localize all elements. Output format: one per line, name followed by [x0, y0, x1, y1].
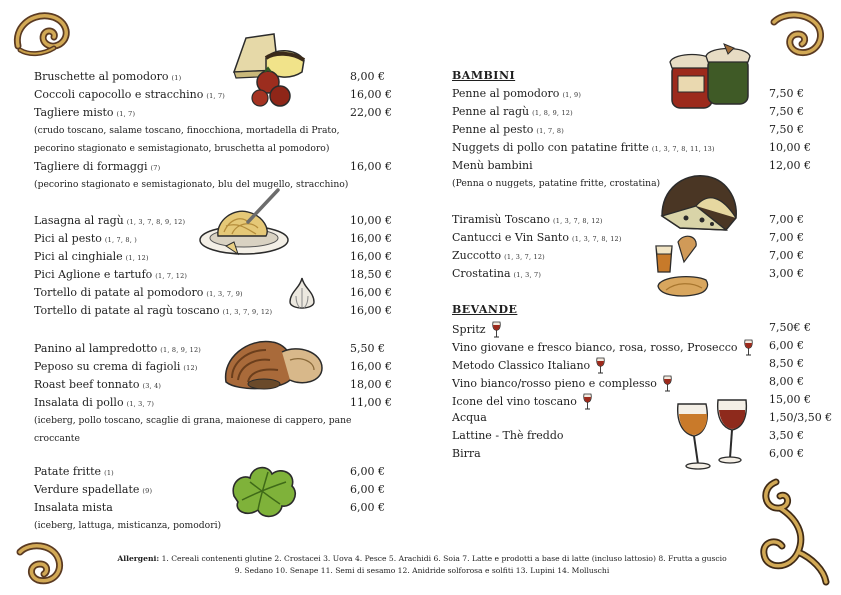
menu-item-price: 7,50 € — [769, 123, 804, 136]
menu-item-name — [452, 87, 581, 102]
allergen-codes: (1, 7, 12) — [155, 272, 188, 280]
menu-item-label: Penne al pesto — [452, 123, 534, 136]
wine-glass-icon — [583, 393, 592, 411]
menu-item-label: Pici al cinghiale — [34, 250, 123, 263]
menu-item-label: Patate fritte — [34, 465, 102, 478]
corner-ornament-bottom-left-icon — [12, 538, 70, 588]
menu-item-price: 16,00 € — [350, 286, 392, 299]
menu-item-label: Pici Aglione e tartufo — [34, 268, 153, 281]
menu-item-label: Insalata di pollo — [34, 396, 124, 409]
menu-item-price: 18,00 € — [350, 378, 392, 391]
allergen-codes: (9) — [142, 487, 153, 495]
menu-item-name — [34, 396, 154, 411]
menu-item-label: Panino al lampredotto — [34, 342, 158, 355]
menu-item-price: 8,00 € — [769, 375, 804, 388]
menu-item-label: Metodo Classico Italiano — [452, 359, 591, 372]
menu-item-name — [452, 393, 592, 411]
menu-item-label: Tagliere misto — [34, 106, 114, 119]
menu-item-name — [452, 105, 573, 120]
wine-glass-icon — [596, 357, 605, 375]
garlic-illustration-icon — [286, 274, 318, 314]
menu-item-name — [452, 411, 487, 425]
bevande-heading: BEVANDE — [452, 303, 518, 316]
menu-item-label: Tagliere di formaggi — [34, 160, 148, 173]
menu-item-label: Vino giovane e fresco bianco, rosa, rosso, Prosecco — [452, 341, 738, 354]
menu-item-price: 8,00 € — [350, 70, 385, 83]
allergen-legend — [92, 553, 752, 577]
corner-ornament-top-left-icon — [10, 6, 80, 58]
left-column — [34, 0, 394, 540]
menu-item-price: 6,00 € — [350, 501, 385, 514]
menu-item-price: 7,00 € — [769, 213, 804, 226]
allergen-codes: (1, 3, 7, 8, 12) — [571, 235, 622, 243]
cantucci-vinsanto-illustration-icon — [650, 232, 714, 304]
menu-item-label: Lasagna al ragù — [34, 214, 124, 227]
menu-item-name — [34, 286, 243, 301]
menu-item-price: 6,00 € — [350, 465, 385, 478]
allergen-codes: (1) — [104, 469, 114, 477]
allergen-codes: (1, 7, 8, ) — [104, 236, 137, 244]
menu-item-price: 3,50 € — [769, 429, 804, 442]
allergen-codes: (1, 3, 7, 8, 12) — [553, 217, 603, 225]
allergen-legend-line-2: 9. Sedano 10. Senape 11. Semi di sesamo 12. Anidride solforosa e solfiti 13. Lupini 14. Molluschi — [234, 566, 610, 575]
menu-item-price: 6,00 € — [350, 483, 385, 496]
menu-item-label: Icone del vino toscano — [452, 395, 577, 408]
zuccotto-cake-illustration-icon — [656, 170, 740, 238]
menu-item-name — [34, 232, 137, 247]
menu-item-price: 16,00 € — [350, 160, 392, 173]
wine-glass-icon — [744, 339, 753, 357]
allergen-codes: (1, 12) — [125, 254, 149, 262]
menu-item-name — [452, 249, 545, 264]
menu-item-name — [34, 304, 272, 319]
item-description: (Penna o nuggets, patatine fritte, crostatina) — [452, 178, 661, 189]
menu-item-name — [452, 231, 622, 246]
bambini-heading: BAMBINI — [452, 69, 516, 82]
menu-item-price: 8,50 € — [769, 357, 804, 370]
wine-glass-icon — [663, 375, 672, 393]
menu-item-name — [452, 447, 481, 461]
allergen-codes: (1, 3, 7, 12) — [504, 253, 545, 261]
item-description: (iceberg, lattuga, misticanza, pomodori) — [34, 520, 222, 531]
menu-item-label: Pici al pesto — [34, 232, 102, 245]
allergen-codes: (1, 8, 9, 12) — [160, 346, 202, 354]
wine-glasses-illustration-icon — [672, 396, 752, 476]
menu-item-name — [34, 160, 160, 175]
menu-item-name — [34, 70, 181, 85]
menu-item-name — [452, 213, 603, 228]
menu-item-price: 16,00 € — [350, 304, 392, 317]
menu-item-price: 16,00 € — [350, 360, 392, 373]
menu-item-label: Coccoli capocollo e stracchino — [34, 88, 204, 101]
menu-item-name — [34, 342, 201, 357]
salad-leaves-illustration-icon — [228, 456, 302, 522]
item-description: pecorino stagionato e semistagionato, bruschetta al pomodoro) — [34, 143, 330, 154]
menu-item-label: Tortello di patate al ragù toscano — [34, 304, 220, 317]
menu-item-price: 10,00 € — [769, 141, 811, 154]
menu-item-name — [452, 141, 715, 156]
allergen-codes: (1, 3, 7, 9) — [206, 290, 243, 298]
lampredotto-illustration-icon — [218, 332, 328, 396]
menu-item-price: 5,50 € — [350, 342, 385, 355]
menu-item-label: Nuggets di pollo con patatine fritte — [452, 141, 649, 154]
item-description: croccante — [34, 433, 80, 444]
menu-item-label: Penne al pomodoro — [452, 87, 560, 100]
menu-item-name — [452, 123, 564, 138]
menu-item-price: 16,00 € — [350, 232, 392, 245]
menu-item-name — [34, 360, 198, 375]
allergen-codes: (1, 3, 7, 9, 12) — [222, 308, 273, 316]
allergen-codes: (1, 3, 7) — [126, 400, 155, 408]
menu-item-price: 12,00 € — [769, 159, 811, 172]
menu-item-price: 7,50 € — [769, 105, 804, 118]
item-description: (crudo toscano, salame toscano, finocchiona, mortadella di Prato, — [34, 125, 340, 136]
menu-item-label: Penne al ragù — [452, 105, 530, 118]
menu-item-label: Spritz — [452, 323, 486, 336]
menu-item-price: 7,00 € — [769, 249, 804, 262]
menu-item-price: 18,50 € — [350, 268, 392, 281]
menu-item-price: 22,00 € — [350, 106, 392, 119]
allergen-codes: (1) — [171, 74, 182, 82]
allergen-legend-label: Allergeni: — [117, 554, 160, 563]
allergen-codes: (1, 7) — [206, 92, 226, 100]
menu-item-name — [452, 159, 533, 173]
menu-item-name — [452, 429, 564, 443]
menu-item-name — [452, 267, 541, 282]
item-description: (pecorino stagionato e semistagionato, blu del mugello, stracchino) — [34, 179, 349, 190]
corner-ornament-top-right-icon — [764, 8, 830, 64]
menu-item-name — [452, 357, 605, 375]
cheese-and-tomatoes-illustration-icon — [230, 30, 308, 110]
menu-item-label: Cantucci e Vin Santo — [452, 231, 569, 244]
menu-item-price: 10,00 € — [350, 214, 392, 227]
allergen-codes: (1, 9) — [562, 91, 582, 99]
corner-ornament-bottom-right-icon — [746, 474, 834, 586]
menu-item-label: Acqua — [452, 411, 487, 424]
menu-item-label: Zuccotto — [452, 249, 502, 262]
menu-item-name — [34, 214, 185, 229]
item-description: (iceberg, pollo toscano, scaglie di grana, maionese di cappero, pane — [34, 415, 352, 426]
menu-item-price: 11,00 € — [350, 396, 392, 409]
menu-item-label: Vino bianco/rosso pieno e complesso — [452, 377, 657, 390]
menu-item-label: Tiramisù Toscano — [452, 213, 551, 226]
pasta-plate-illustration-icon — [196, 186, 296, 260]
allergen-codes: (1, 3, 7, 8, 11, 13) — [651, 145, 715, 153]
menu-item-price: 6,00 € — [769, 339, 804, 352]
menu-item-name — [34, 501, 113, 515]
right-column — [452, 0, 832, 540]
menu-item-price: 16,00 € — [350, 250, 392, 263]
wine-glass-icon — [492, 321, 501, 339]
menu-item-label: Bruschette al pomodoro — [34, 70, 169, 83]
menu-item-label: Roast beef tonnato — [34, 378, 140, 391]
menu-item-label: Insalata mista — [34, 501, 113, 514]
allergen-codes: (3, 4) — [142, 382, 162, 390]
menu-item-price: 6,00 € — [769, 447, 804, 460]
menu-item-price: 7,50 € — [769, 87, 804, 100]
menu-item-name — [452, 339, 753, 357]
menu-item-label: Peposo su crema di fagioli — [34, 360, 181, 373]
allergen-codes: (12) — [183, 364, 198, 372]
allergen-codes: (1, 8, 9, 12) — [532, 109, 573, 117]
menu-item-name — [452, 375, 672, 393]
menu-item-price: 1,50/3,50 € — [769, 411, 833, 424]
menu-item-label: Menù bambini — [452, 159, 533, 172]
menu-item-label: Lattine - Thè freddo — [452, 429, 564, 442]
menu-item-name — [34, 250, 149, 265]
menu-item-price: 16,00 € — [350, 88, 392, 101]
menu-item-label: Tortello di patate al pomodoro — [34, 286, 204, 299]
menu-item-price: 7,50€ € — [769, 321, 811, 334]
menu-item-name — [34, 378, 161, 393]
menu-item-name — [34, 465, 114, 480]
allergen-legend-line-1: 1. Cereali contenenti glutine 2. Crostacei 3. Uova 4. Pesce 5. Arachidi 6. Soia 7. Latte e prodotti a base di latte (incluso lattosio) 8. Frutta a guscio — [161, 554, 727, 563]
menu-item-label: Birra — [452, 447, 481, 460]
allergen-codes: (1, 7) — [116, 110, 136, 118]
menu-item-name — [452, 321, 501, 339]
menu-item-name — [34, 268, 187, 283]
menu-item-price: 15,00 € — [769, 393, 811, 406]
allergen-codes: (7) — [150, 164, 161, 172]
menu-item-price: 7,00 € — [769, 231, 804, 244]
menu-item-label: Verdure spadellate — [34, 483, 140, 496]
jam-jars-illustration-icon — [664, 40, 756, 116]
allergen-codes: (1, 3, 7) — [513, 271, 542, 279]
allergen-codes: (1, 3, 7, 8, 9, 12) — [126, 218, 186, 226]
allergen-codes: (1, 7, 8) — [536, 127, 564, 135]
menu-item-label: Crostatina — [452, 267, 511, 280]
menu-item-name — [34, 88, 225, 103]
menu-item-name — [34, 483, 152, 498]
menu-item-price: 3,00 € — [769, 267, 804, 280]
menu-item-name — [34, 106, 135, 121]
